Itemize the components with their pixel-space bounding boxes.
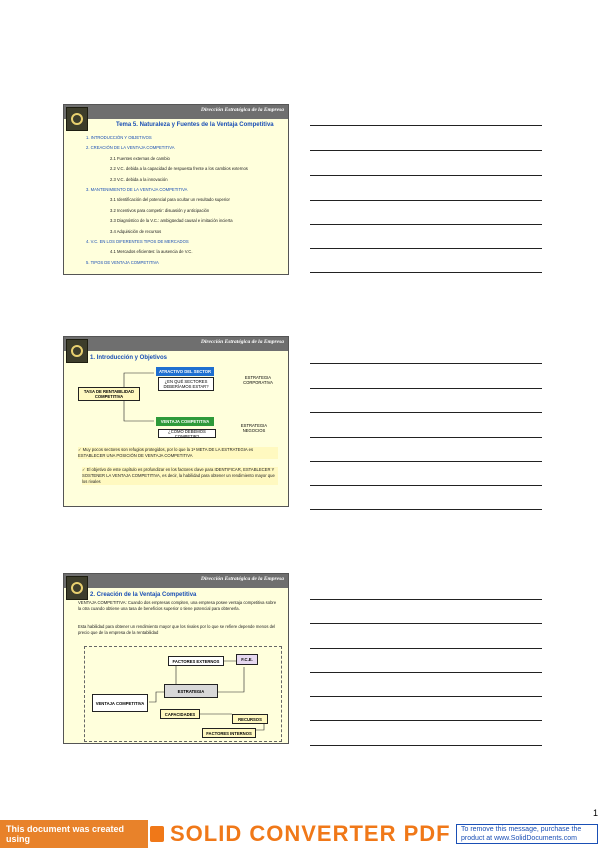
outline-item: 3.1 Identificación del potencial para ocultar un resultado superior (110, 197, 230, 203)
slide-bullet-1: ✓ Muy pocos sectores son refugios protegidos, por lo que la 1ª META DE LA ESTRATEGIA es ESTABLECER UNA POSICIÓN DE VENTAJA COMPETITIVA (78, 447, 278, 459)
box-capabilities: CAPACIDADES (160, 709, 200, 719)
outline-item: 1. INTRODUCCIÓN Y OBJETIVOS (86, 135, 152, 140)
box-which-sectors: ¿EN QUÉ SECTORES DEBERÍAMOS ESTAR? (158, 377, 214, 391)
banner-purchase-line-1: To remove this message, purchase the (461, 826, 582, 833)
box-how-compete: ¿CÓMO DEBEMOS COMPETIR? (158, 429, 216, 438)
banner-brand-text: SOLID CONVERTER PDF (170, 821, 451, 846)
label-corporate-strategy: ESTRATEGIA CORPORATIVA (243, 375, 273, 385)
box-external-factors: FACTORES EXTERNOS (168, 656, 224, 666)
banner-purchase-line-2: product at www.SolidDocuments.com (461, 835, 577, 842)
slide-3 (63, 573, 289, 744)
slide-2 (63, 336, 289, 507)
label-business-strategy: ESTRATEGIA NEGOCIOS (240, 423, 268, 433)
converter-banner (0, 820, 602, 848)
box-competitive-advantage: VENTAJA COMPETITIVA (92, 694, 148, 712)
page-number: 1 (593, 808, 599, 818)
box-competitive-advantage: VENTAJA COMPETITIVA (156, 417, 214, 426)
slide-header (64, 105, 288, 119)
outline-item: 3.3 Diagnóstico de la V.C.: ambigüedad causal e imitación incierta (110, 218, 233, 224)
slide-1 (63, 104, 289, 275)
outline-item: 2. CREACIÓN DE LA VENTAJA COMPETITIVA (86, 145, 175, 151)
slide-note: Esta habilidad para obtener un rendimiento mayor que los rivales por lo que se refiere depende menos del precio que de la empresa de la rentabilidad (78, 624, 276, 635)
slide-title: 2. Creación de la Ventaja Competitiva (90, 592, 197, 598)
slide-title: Tema 5. Naturaleza y Fuentes de la Ventaja Competitiva (116, 122, 274, 128)
outline-item: 2.3 V.C. debida a la innovación (110, 176, 168, 182)
slide-title: 1. Introducción y Objetivos (90, 355, 168, 361)
slide-header-text: Dirección Estratégica de la Empresa (200, 576, 284, 582)
slide-header-text: Dirección Estratégica de la Empresa (200, 107, 284, 113)
outline-item: 4. V.C. EN LOS DIFERENTES TIPOS DE MERCADOS (86, 239, 189, 244)
box-strategy: ESTRATEGIA (164, 684, 218, 698)
box-profitability: TASA DE RENTABILIDAD COMPETITIVA (78, 387, 140, 401)
box-resources: RECURSOS (232, 714, 268, 724)
slide-header-text: Dirección Estratégica de la Empresa (200, 339, 284, 345)
banner-brand[interactable] (150, 820, 455, 848)
outline-item: 2.2 V.C. debida a la capacidad de respuesta frente a los cambios externos (110, 166, 248, 172)
outline-item: 4.1 Mercados eficientes: la ausencia de V.C. (110, 249, 193, 255)
outline-item: 3.4 Adquisición de recursos (110, 228, 162, 234)
outline-item: 2.1 Fuentes externas de cambio (110, 155, 170, 161)
banner-purchase-link[interactable] (456, 824, 598, 844)
slide-bullet-2: ✓ El objetivo de este capítulo es profundizar en los factores clave para IDENTIFICAR, ESTABLECER Y SOSTENER LA VENTAJA COMPETITIVA, es decir, la habilidad para obtener un rendimiento mayor que los rivales (82, 467, 278, 485)
converter-logo-icon (150, 826, 164, 842)
box-sector-attractiveness: ATRACTIVO DEL SECTOR (156, 367, 214, 376)
box-internal-factors: FACTORES INTERNOS (202, 728, 256, 738)
outline-item: 3. MANTENIMIENTO DE LA VENTAJA COMPETITIVA (86, 187, 188, 192)
slide-definition: VENTAJA COMPETITIVA: Cuando dos empresas compiten, una empresa posee ventaja competitiva sobre la otra cuando obtiene una tasa de beneficios superior o tiene potencial para obtenerla. (78, 600, 277, 611)
banner-created-using: This document was created using (0, 820, 148, 848)
box-fce: F.C.E. (236, 654, 258, 665)
university-logo-icon (66, 107, 88, 131)
outline-item: 5. TIPOS DE VENTAJA COMPETITIVA (86, 259, 159, 265)
outline-item: 3.2 Incentivos para competir: disuasión y anticipación (110, 207, 210, 213)
